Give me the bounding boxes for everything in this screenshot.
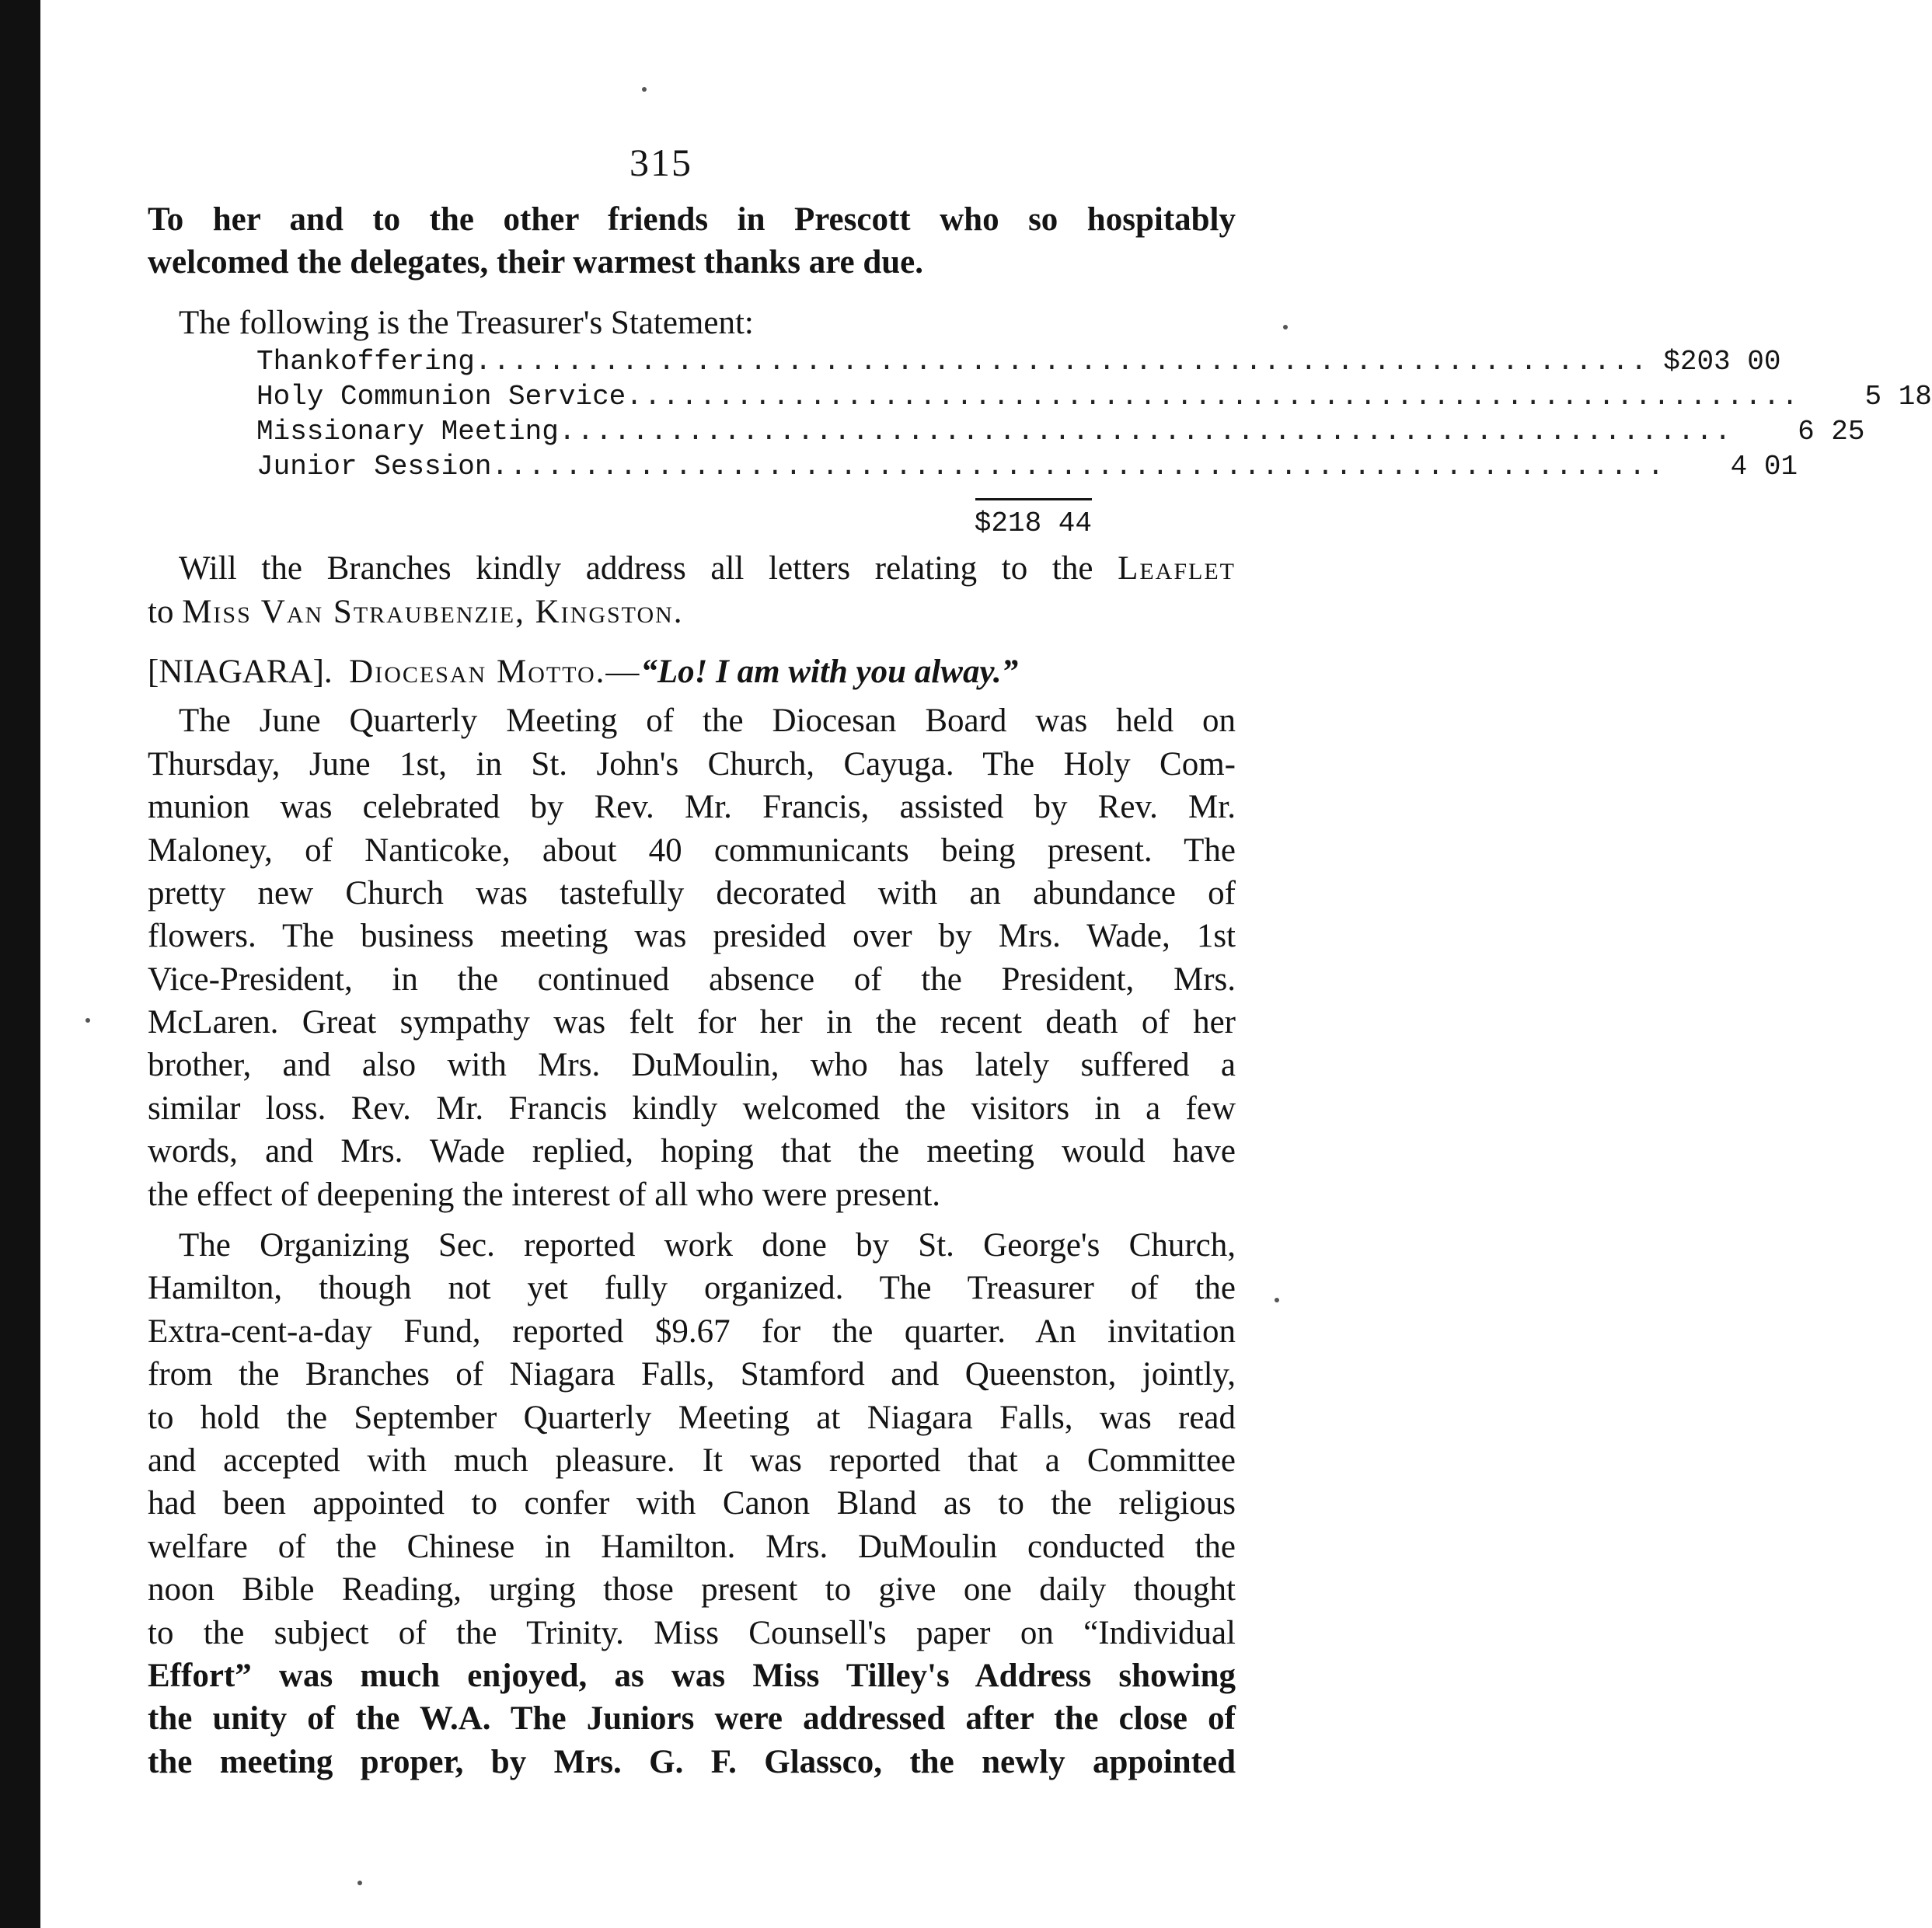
text-line: welfare of the Chinese in Hamilton. Mrs. DuMoulin conducted the: [148, 1528, 1236, 1565]
text-line: Effort” was much enjoyed, as was Miss Tilley's Address showing: [148, 1657, 1236, 1694]
text-line: To her and to the other friends in Prescott who so hospitably: [148, 201, 1236, 238]
text-line: had been appointed to confer with Canon Bland as to the religious: [148, 1485, 1236, 1522]
statement-label: Thankoffering: [256, 346, 475, 378]
text-line: the meeting proper, by Mrs. G. F. Glassco, the newly appointed: [148, 1743, 1236, 1780]
text-line: and accepted with much pleasure. It was reported that a Committee: [148, 1442, 1236, 1479]
text-line: The June Quarterly Meeting of the Diocesan Board was held on: [179, 703, 1236, 740]
statement-amount: 6 25: [1798, 416, 1865, 448]
statement-label: Junior Session: [256, 451, 492, 483]
leader-dots: ................................................................: [558, 416, 1733, 448]
text-line: welcomed the delegates, their warmest thanks are due.: [148, 244, 924, 281]
print-speck: [642, 87, 647, 92]
motto-label: Diocesan Motto.—: [349, 653, 641, 690]
statement-amount: $203 00: [1663, 346, 1781, 378]
print-speck: [357, 1881, 362, 1885]
text-line: brother, and also with Mrs. DuMoulin, who has lately suffered a: [148, 1047, 1236, 1084]
statement-amount: 4 01: [1730, 451, 1798, 483]
statement-total: $218 44: [974, 507, 1092, 540]
statement-amount: 5 18: [1864, 381, 1932, 413]
text-line: The Organizing Sec. reported work done by St. George's Church,: [179, 1227, 1236, 1264]
text-line: Hamilton, though not yet fully organized. The Treasurer of the: [148, 1270, 1236, 1307]
text-line: Will the Branches kindly address all letters relating to the Leaflet: [179, 550, 1236, 587]
page-binding-edge: [0, 0, 40, 1928]
text-line: flowers. The business meeting was presided over by Mrs. Wade, 1st: [148, 918, 1236, 955]
text-line: noon Bible Reading, urging those present to give one daily thought: [148, 1571, 1236, 1609]
statement-row: [256, 344, 1781, 379]
text-line: to Miss Van Straubenzie, Kingston.: [148, 593, 684, 630]
treasurer-statement: [256, 344, 1932, 547]
text-line: Maloney, of Nanticoke, about 40 communicants being present. The: [148, 832, 1236, 869]
page-body: [148, 198, 1932, 1783]
text-line: to hold the September Quarterly Meeting at Niagara Falls, was read: [148, 1399, 1236, 1436]
text-line: Extra-cent-a-day Fund, reported $9.67 for the quarter. An invitation: [148, 1313, 1236, 1350]
statement-label: Holy Communion Service: [256, 381, 626, 413]
leader-dots: ................................................................: [474, 346, 1649, 378]
text-line: words, and Mrs. Wade replied, hoping that the meeting would have: [148, 1133, 1236, 1170]
page-number: 315: [629, 141, 692, 184]
statement-row: [256, 414, 1865, 449]
diocesan-motto: “Lo! I am with you alway.”: [640, 653, 1019, 690]
text-line: Thursday, June 1st, in St. John's Church, Cayuga. The Holy Com-: [148, 745, 1236, 783]
print-speck: [1275, 1298, 1279, 1302]
text-line: the unity of the W.A. The Juniors were addressed after the close of: [148, 1700, 1236, 1738]
print-speck: [1283, 325, 1288, 329]
diocese-heading: [148, 650, 1236, 693]
statement-row: [256, 449, 1798, 484]
text-line: munion was celebrated by Rev. Mr. Francis, assisted by Rev. Mr.: [148, 789, 1236, 826]
statement-row: [256, 379, 1932, 414]
text-line: pretty new Church was tastefully decorated with an abundance of: [148, 874, 1236, 912]
statement-label: Missionary Meeting: [256, 416, 559, 448]
print-speck: [85, 1018, 90, 1023]
text-line: to the subject of the Trinity. Miss Counsell's paper on “Individual: [148, 1614, 1236, 1651]
diocese-name: [NIAGARA].: [148, 653, 333, 690]
text-line: the effect of deepening the interest of all who were present.: [148, 1176, 941, 1213]
leader-dots: ................................................................: [491, 451, 1666, 483]
text-line: McLaren. Great sympathy was felt for her in the recent death of her: [148, 1004, 1236, 1041]
text-line: similar loss. Rev. Mr. Francis kindly welcomed the visitors in a few: [148, 1090, 1236, 1127]
text-line: Vice-President, in the continued absence of the President, Mrs.: [148, 961, 1236, 998]
leader-dots: ................................................................: [626, 381, 1800, 413]
statement-intro: The following is the Treasurer's Statement:: [179, 304, 754, 341]
text-line: from the Branches of Niagara Falls, Stamford and Queenston, jointly,: [148, 1356, 1236, 1393]
